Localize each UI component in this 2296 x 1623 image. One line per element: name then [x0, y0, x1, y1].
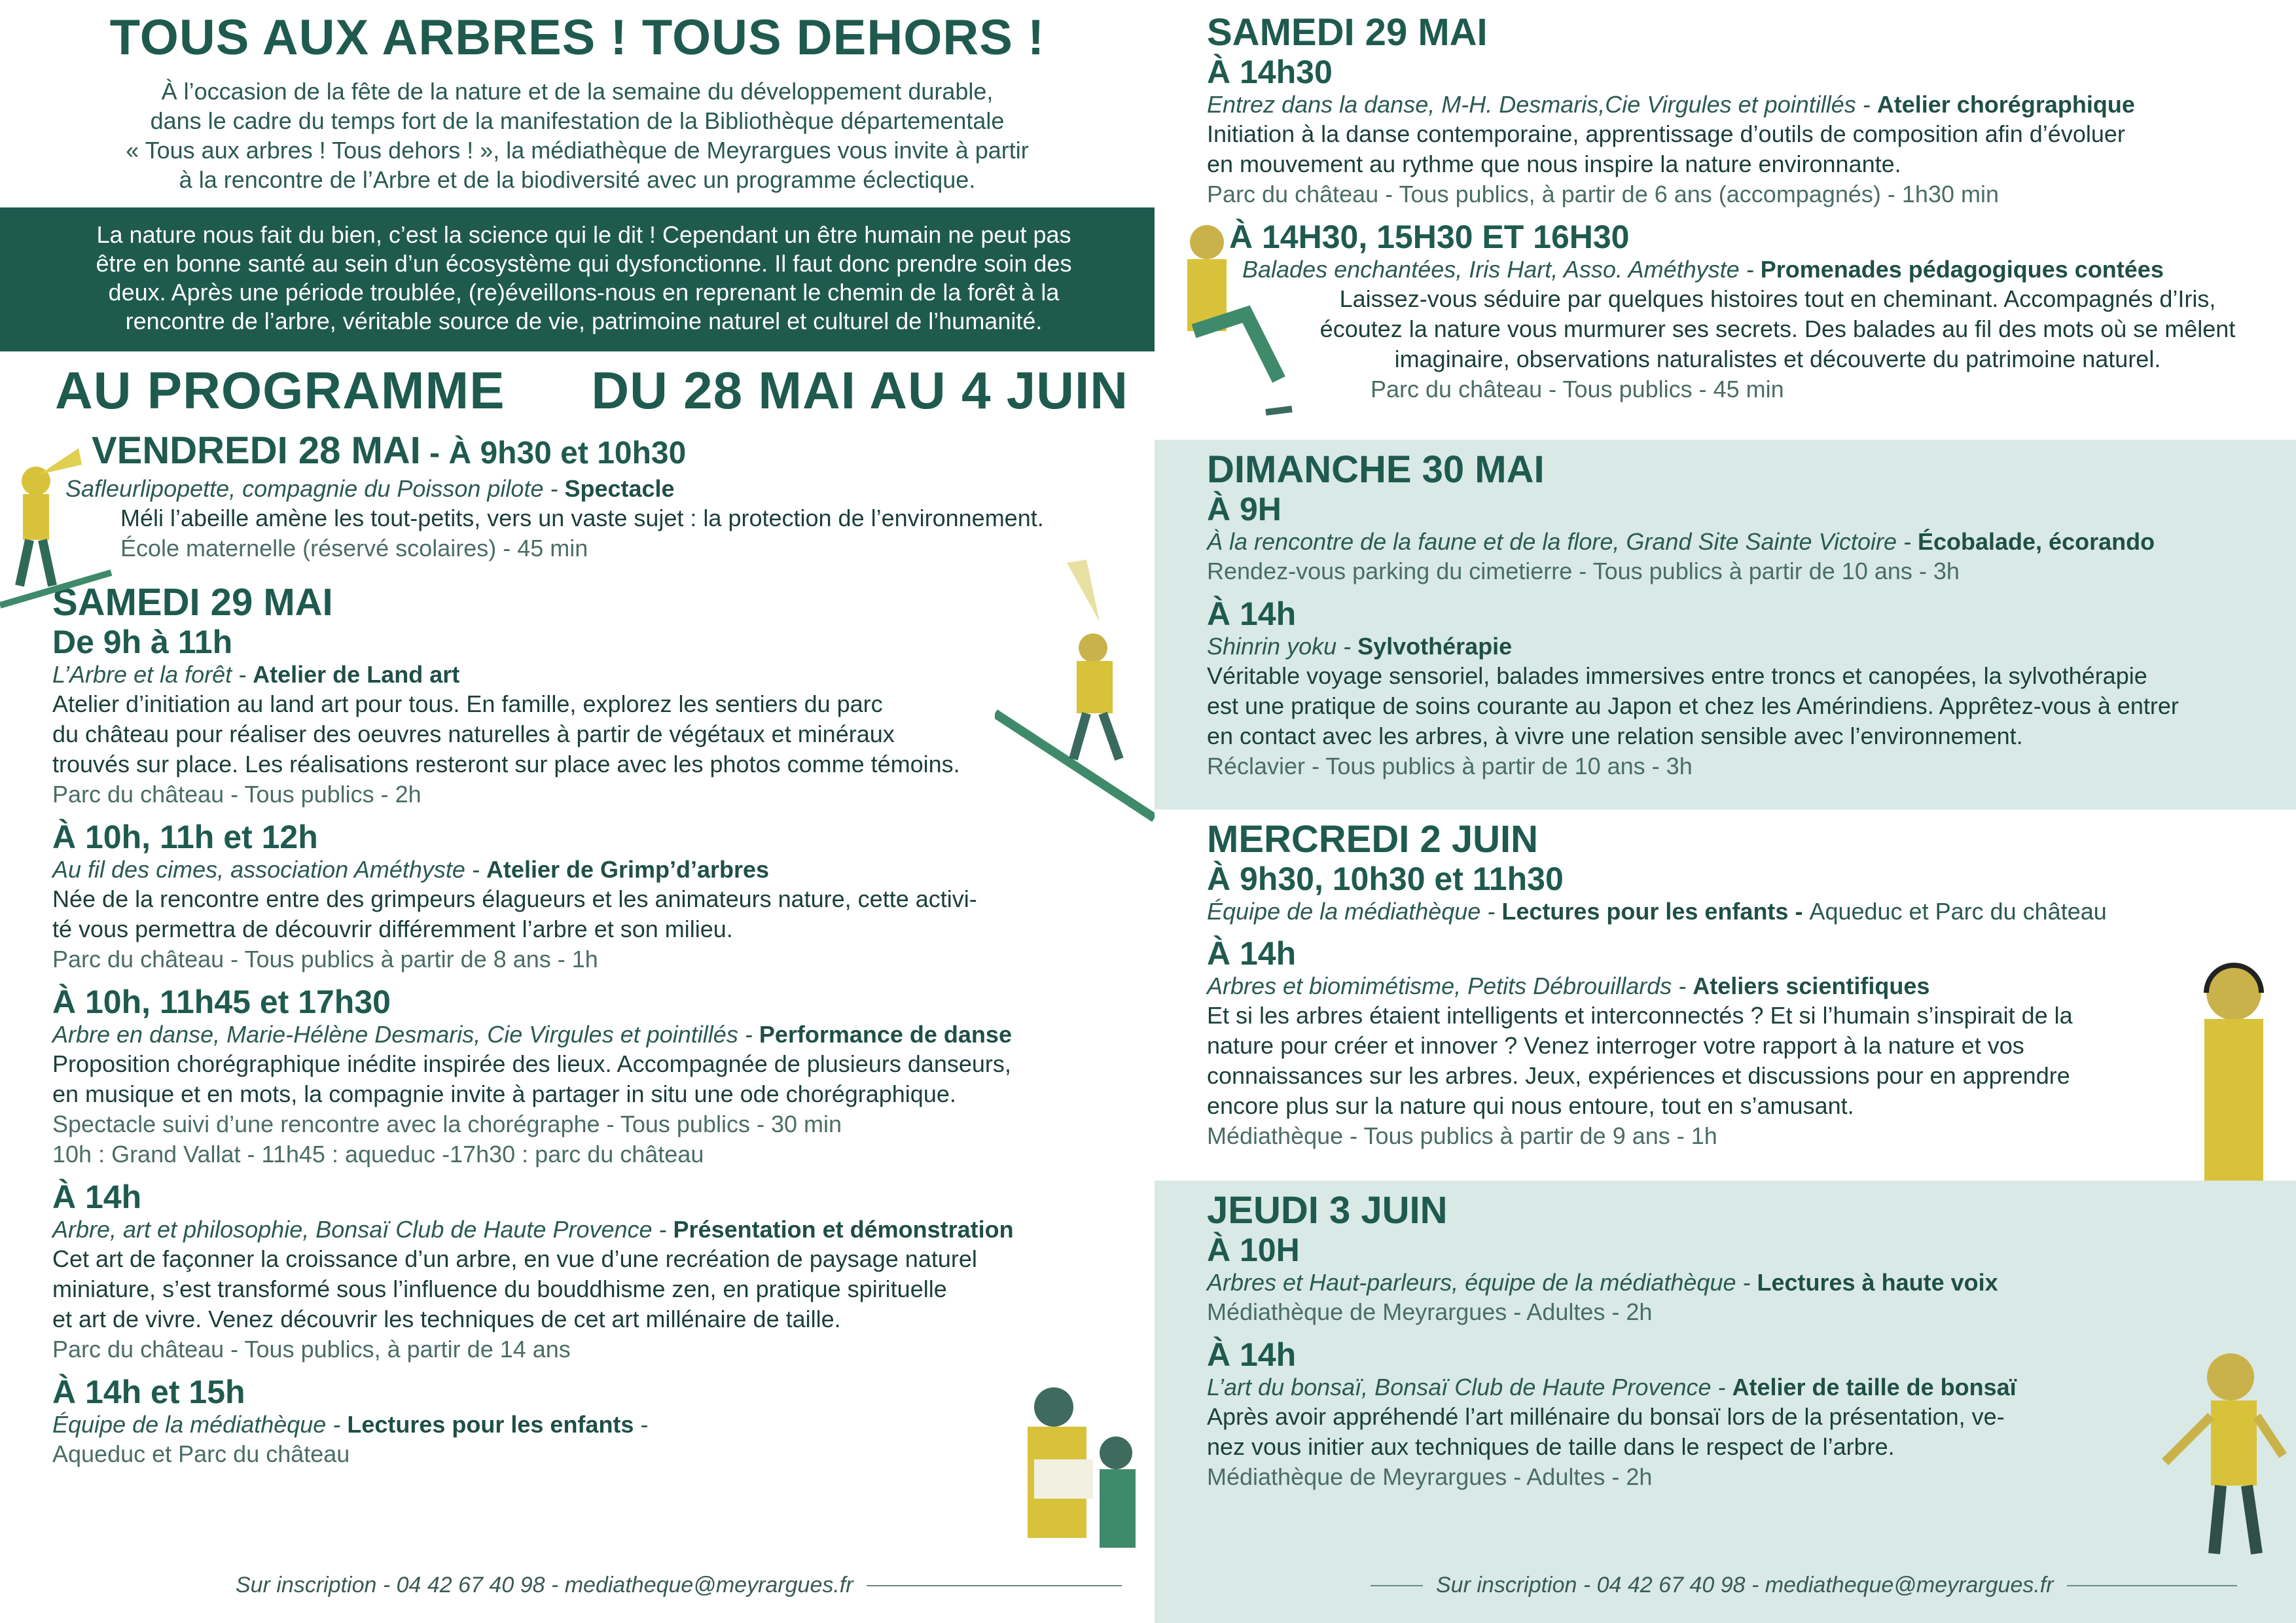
event-time: De 9h à 11h	[52, 624, 233, 660]
event-time: À 10h, 11h et 12h	[52, 819, 318, 855]
page-title: TOUS AUX ARBRES ! TOUS DEHORS !	[109, 10, 1045, 65]
event-time: À 14h	[1207, 1336, 1297, 1373]
day-heading: DIMANCHE 30 MAI	[1207, 448, 1545, 491]
day-heading: SAMEDI 29 MAI	[52, 581, 333, 624]
footer-contact: Sur inscription - 04 42 67 40 98 - mediatheque@meyrargues.fr	[0, 1573, 1155, 1598]
event-time: À 10h, 11h45 et 17h30	[52, 984, 391, 1020]
dimanche-section: DIMANCHE 30 MAI À 9H À la rencontre de la faune et de la flore, Grand Site Sainte Victoire - Écobalade, écorando Rendez-vous parking du cimetierre - Tous publics à partir de 10 ans - 3h À 14h Shinrin yoku - Sylvothérapie Véritable voyage sensoriel, balades immersives entre troncs et canopées, la sylvothérapie est une pratique de soins courante au Japon et chez les Amérindiens. Apprêtez-vous à entrer en contact avec les arbres, à vivre une relation sensible avec l’environnement. Réclavier - Tous publics à partir de 10 ans - 3h	[1155, 440, 2296, 810]
samedi-right-section: SAMEDI 29 MAI À 14h30 Entrez dans la danse, M-H. Desmaris,Cie Virgules et pointillés - Atelier chorégraphique Initiation à la danse contemporaine, apprentissage d’outils de composition afin d’évoluer en mouvement au rythme que nous inspire la nature environnante. Parc du château - Tous publics, à partir de 6 ans (accompagnés) - 1h30 min À 14H30, 15H30 ET 16H30 Balades enchantées, Iris Hart, Asso. Améthyste - Promenades pédagogiques contées Laissez-vous séduire par quelques histoires tout en cheminant. Accompagnés d’Iris, écoutez la nature vous murmurer ses secrets. Des balades au fil des mots où se mêlent imaginaire, observations naturalistes et découverte du patrimoine naturel. Parc du château - Tous publics - 45 min	[1155, 0, 2296, 440]
day-heading: VENDREDI 28 MAI - À 9h30 et 10h30	[92, 429, 687, 472]
child-climbing-illustration	[995, 550, 1155, 825]
right-page	[1155, 0, 2296, 1623]
jeudi-section: JEUDI 3 JUIN À 10H Arbres et Haut-parleurs, équipe de la médiathèque - Lectures à haute voix Médiathèque de Meyrargues - Adultes - 2h À 14h L’art du bonsaï, Bonsaï Club de Haute Provence - Atelier de taille de bonsaï Après avoir appréhendé l’art millénaire du bonsaï lors de la présentation, ve- nez vous initier aux techniques de taille dans le respect de l’arbre. Médiathèque de Meyrargues - Adultes - 2h Sur inscription - 04 42 67 40 98 - mediatheque@meyrargues.fr	[1155, 1181, 2296, 1623]
vendredi-section: VENDREDI 28 MAI - À 9h30 et 10h30 Safleurlipopette, compagnie du Poisson pilote - Spectacle Méli l’abeille amène les tout-petits, vers un vaste sujet : la protection de l’environnement. École maternelle (réservé scolaires) - 45 min	[0, 430, 1155, 563]
sitting-person-illustration	[1155, 216, 1305, 432]
event-time: À 14h30	[1207, 54, 1333, 90]
samedi-section: SAMEDI 29 MAI De 9h à 11h L’Arbre et la forêt - Atelier de Land art Atelier d’initiation au land art pour tous. En famille, explorez les sentiers du parc du château pour réaliser des oeuvres naturelles à partir de végétaux et minéraux trouvés sur place. Les réalisations resteront sur place avec les photos comme témoins. Parc du château - Tous publics - 2h À 10h, 11h et 12h Au fil des cimes, association Améthyste - Atelier de Grimp’d’arbres Née de la rencontre entre des grimpeurs élagueurs et les animateurs nature, cette activi- té vous permettra de découvrir différemment l’arbre et son milieu. Parc du château - Tous publics à partir de 8 ans - 1h À 10h, 11h45 et 17h30 Arbre en danse, Marie-Hélène Desmaris, Cie Virgules et pointillés - Performance de danse Proposition chorégraphique inédite inspirée des lieux. Accompagnée de plusieurs danseurs, en musique et en mots, la compagnie invite à partager in situ une ode chorégraphique. Spectacle suivi d’une rencontre avec la chorégraphe - Tous publics - 30 min 10h : Grand Vallat - 11h45 : aqueduc -17h30 : parc du château À 14h Arbre, art et philosophie, Bonsaï Club de Haute Provence - Présentation et démonstration Cet art de façonner la croissance d’un arbre, en vue d’une recréation de paysage naturel miniature, s’est transformé sous l’influence du bouddhisme zen, en pratique spirituelle et art de vivre. Venez découvrir les techniques de cet art millénaire de taille. Parc du château - Tous publics, à partir de 14 ans À 14h et 15h Équipe de la médiathèque - Lectures pour les enfants - Aqueduc et Parc du château	[0, 582, 1155, 1469]
mercredi-section: MERCREDI 2 JUIN À 9h30, 10h30 et 11h30 Équipe de la médiathèque - Lectures pour les enfants - Aqueduc et Parc du château À 14h Arbres et biomimétisme, Petits Débrouillards - Ateliers scientifiques Et si les arbres étaient intelligents et interconnectés ? Et si l’humain s’inspirait de la nature pour créer et innover ? Venez interroger votre rapport à la nature et vos connaissances sur les arbres. Jeux, expériences et discussions pour en apprendre encore plus sur la nature qui nous entoure, tout en s’amusant. Médiathèque - Tous publics à partir de 9 ans - 1h	[1155, 810, 2296, 1181]
event-time: À 9h30, 10h30 et 11h30	[1207, 861, 1564, 897]
shouting-child-illustration	[2159, 1344, 2289, 1560]
intro-band: La nature nous fait du bien, c’est la science qui le dit ! Cependant un être humain ne peut pas être en bonne santé au sein d’un écosystème qui dysfonctionne. Il faut donc prendre soin des deux. Après une période troublée, (re)éveillons-nous en reprenant le chemin de la forêt à la rencontre de l’arbre, véritable source de vie, patrimoine naturel et culturel de l’humanité.	[0, 207, 1155, 351]
headphones-child-illustration	[2178, 954, 2289, 1183]
event-time: À 14h	[1207, 935, 1297, 972]
event-time: À 14h et 15h	[52, 1374, 245, 1410]
programme-heading: AU PROGRAMME DU 28 MAI AU 4 JUIN	[55, 361, 1128, 419]
day-heading: MERCREDI 2 JUIN	[1207, 818, 1538, 861]
event-time: À 10H	[1207, 1232, 1300, 1268]
event-time: À 9H	[1207, 491, 1282, 527]
child-megaphone-illustration	[0, 429, 118, 612]
day-heading: JEUDI 3 JUIN	[1207, 1189, 1448, 1232]
event-time: À 14h	[1207, 596, 1297, 632]
day-heading: SAMEDI 29 MAI	[1207, 11, 1488, 54]
intro-text: À l’occasion de la fête de la nature et de la semaine du développement durable, dans le cadre du temps fort de la manifestation de la Bibliothèque départementale « Tous aux arbres ! Tous dehors ! », la médiathèque de Meyrargues vous invite à partir à la rencontre de l’Arbre et de la biodiversité avec un programme éclectique.	[126, 78, 1029, 193]
event-time: À 14h	[52, 1179, 142, 1215]
footer-contact: Sur inscription - 04 42 67 40 98 - mediatheque@meyrargues.fr	[1155, 1573, 2296, 1598]
event-time: À 14H30, 15H30 ET 16H30	[1229, 219, 1630, 255]
family-reading-illustration	[995, 1381, 1155, 1577]
